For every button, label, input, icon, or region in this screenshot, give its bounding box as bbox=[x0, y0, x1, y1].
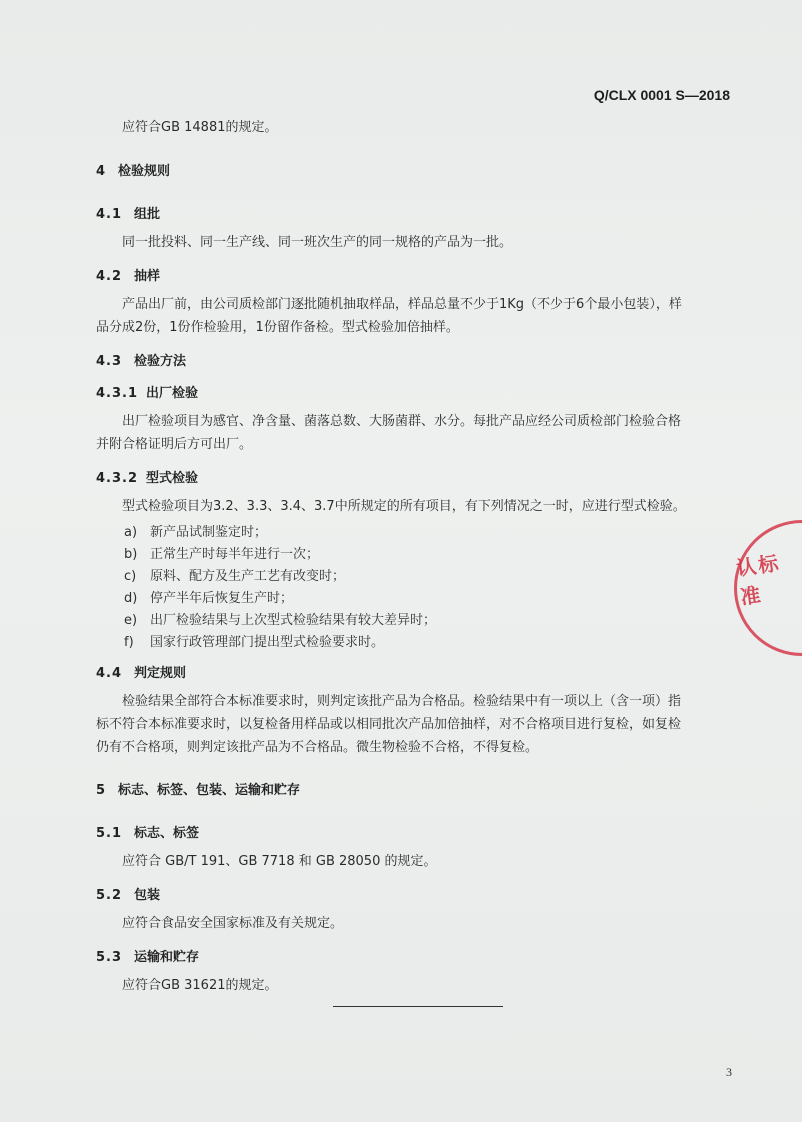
paragraph-line: 并附合格证明后方可出厂。 bbox=[96, 437, 253, 452]
paragraph: 同一批投料、同一生产线、同一班次生产的同一规格的产品为一批。 bbox=[122, 235, 513, 250]
section-4-2-heading bbox=[96, 265, 160, 284]
section-number: 4.3.1 bbox=[96, 386, 139, 401]
section-title: 标志、标签 bbox=[134, 826, 200, 841]
section-number: 5 bbox=[96, 783, 106, 798]
section-number: 4.1 bbox=[96, 207, 123, 222]
section-4-4-heading bbox=[96, 662, 186, 681]
list-item bbox=[124, 565, 345, 584]
list-item bbox=[124, 609, 436, 628]
section-number: 4.3 bbox=[96, 354, 123, 369]
seal-stamp-text: 认标准 bbox=[734, 550, 782, 610]
section-title: 判定规则 bbox=[134, 666, 187, 681]
section-number: 5.2 bbox=[96, 888, 123, 903]
list-text: 国家行政管理部门提出型式检验要求时。 bbox=[150, 635, 385, 650]
section-5-1-heading bbox=[96, 822, 199, 841]
section-title: 出厂检验 bbox=[146, 386, 199, 401]
end-rule bbox=[333, 1006, 503, 1007]
paragraph-line: 标不符合本标准要求时，以复检备用样品或以相同批次产品加倍抽样，对不合格项目进行复检，如复检 bbox=[96, 717, 682, 732]
section-title: 标志、标签、包装、运输和贮存 bbox=[118, 783, 301, 798]
section-title: 组批 bbox=[134, 207, 161, 222]
section-title: 检验规则 bbox=[118, 164, 171, 179]
list-item bbox=[124, 587, 293, 606]
list-text: 正常生产时每半年进行一次； bbox=[150, 547, 320, 562]
paragraph-line: 品分成2份，1份作检验用，1份留作备检。型式检验加倍抽样。 bbox=[96, 320, 459, 335]
paragraph-line: 仍有不合格项，则判定该批产品为不合格品。微生物检验不合格，不得复检。 bbox=[96, 740, 539, 755]
section-number: 4.3.2 bbox=[96, 471, 139, 486]
page-number: 3 bbox=[726, 1065, 732, 1079]
list-marker: d) bbox=[124, 591, 138, 606]
list-text: 原料、配方及生产工艺有改变时； bbox=[150, 569, 346, 584]
section-title: 运输和贮存 bbox=[134, 950, 200, 965]
paragraph-line: 出厂检验项目为感官、净含量、菌落总数、大肠菌群、水分。每批产品应经公司质检部门检验合格 bbox=[122, 414, 682, 429]
section-title: 抽样 bbox=[134, 269, 161, 284]
section-title: 包装 bbox=[134, 888, 161, 903]
list-item bbox=[124, 543, 319, 562]
list-text: 新产品试制鉴定时； bbox=[150, 525, 268, 540]
standard-code: Q/CLX 0001 S—2018 bbox=[593, 87, 730, 103]
list-marker: c) bbox=[124, 569, 137, 584]
section-4-1-heading bbox=[96, 203, 160, 222]
list-text: 出厂检验结果与上次型式检验结果有较大差异时； bbox=[150, 613, 437, 628]
paragraph: 应符合食品安全国家标准及有关规定。 bbox=[122, 916, 344, 931]
paragraph: 应符合GB 31621的规定。 bbox=[122, 978, 278, 993]
section-4-3-1-heading bbox=[96, 382, 198, 401]
paragraph: 应符合 GB/T 191、GB 7718 和 GB 28050 的规定。 bbox=[122, 854, 437, 869]
list-item bbox=[124, 521, 267, 540]
paragraph: 型式检验项目为3.2、3.3、3.4、3.7中所规定的所有项目，有下列情况之一时，应进行型式检验。 bbox=[122, 499, 686, 514]
section-title: 检验方法 bbox=[134, 354, 187, 369]
list-item bbox=[124, 631, 384, 650]
section-number: 5.1 bbox=[96, 826, 123, 841]
section-number: 4.2 bbox=[96, 269, 123, 284]
list-marker: b) bbox=[124, 547, 138, 562]
paragraph-line: 产品出厂前，由公司质检部门逐批随机抽取样品，样品总量不少于1Kg（不少于6个最小包装），样 bbox=[122, 297, 682, 312]
section-title: 型式检验 bbox=[146, 471, 199, 486]
intro-line: 应符合GB 14881的规定。 bbox=[122, 120, 278, 135]
section-4-3-heading bbox=[96, 350, 186, 369]
list-marker: a) bbox=[124, 525, 138, 540]
section-5-3-heading bbox=[96, 946, 199, 965]
list-marker: f) bbox=[124, 635, 134, 650]
paragraph-line: 检验结果全部符合本标准要求时，则判定该批产品为合格品。检验结果中有一项以上（含一项）指 bbox=[122, 694, 682, 709]
list-marker: e) bbox=[124, 613, 138, 628]
list-text: 停产半年后恢复生产时； bbox=[150, 591, 294, 606]
section-4-3-2-heading bbox=[96, 467, 198, 486]
section-number: 5.3 bbox=[96, 950, 123, 965]
section-4-heading bbox=[96, 160, 170, 179]
section-5-2-heading bbox=[96, 884, 160, 903]
section-number: 4 bbox=[96, 164, 106, 179]
section-5-heading bbox=[96, 779, 300, 798]
section-number: 4.4 bbox=[96, 666, 123, 681]
